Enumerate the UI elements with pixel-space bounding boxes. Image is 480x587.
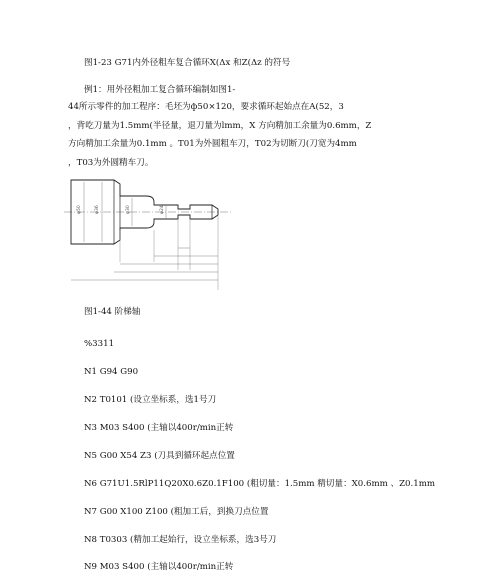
program-line: N8 T0303 (精加工起始行，设立坐标系，选3号刀 bbox=[84, 535, 277, 545]
figure-1-44-caption: 图1-44 阶梯轴 bbox=[84, 307, 141, 317]
dimension-label: φ24 bbox=[160, 205, 165, 214]
program-line: N9 M03 S400 (主轴以400r/min正转 bbox=[84, 562, 234, 572]
example-paragraph-line-4: 方向精加工余量为0.1mm 。T01为外圆粗车刀，T02为切断刀(刀宽为4mm bbox=[68, 139, 357, 149]
program-line: N2 T0101 (设立坐标系，选1号刀 bbox=[84, 395, 217, 405]
dimension-label: φ50 bbox=[77, 205, 82, 214]
example-paragraph-line-1: 例1：用外径粗加工复合循环编制如图1- bbox=[84, 85, 236, 95]
example-paragraph-line-3: ，背吃刀量为1.5mm(半径量，退刀量为lmm，X 方向精加工余量为0.6mm，Z bbox=[68, 121, 372, 131]
program-line: N3 M03 S400 (主轴以400r/min正转 bbox=[84, 423, 234, 433]
program-line: N7 G00 X100 Z100 (粗加工后，到换刀点位置 bbox=[84, 507, 269, 517]
figure-1-23-title: 图1-23 G71内外径粗车复合循环X(Δx 和Z(Δz 的符号 bbox=[84, 58, 291, 68]
program-line: N5 G00 X54 Z3 (刀具到循环起点位置 bbox=[84, 451, 235, 461]
example-paragraph-line-5: ，T03为外圆精车刀。 bbox=[68, 158, 154, 168]
program-line: %3311 bbox=[84, 339, 115, 349]
example-paragraph-line-2: 44所示零件的加工程序：毛坯为ф50×120，要求循环起始点在A(52，3 bbox=[68, 102, 344, 112]
program-line: N6 G71U1.5RlP11Q20X0.6Z0.1F100 (粗切量：1.5mm 精切量：X0.6mm 、Z0.1mm bbox=[84, 479, 436, 489]
stepped-shaft-drawing bbox=[62, 170, 234, 300]
dimension-label: φ30 bbox=[126, 205, 131, 214]
program-line: N1 G94 G90 bbox=[84, 367, 139, 377]
dimension-label: φ36 bbox=[95, 205, 100, 214]
